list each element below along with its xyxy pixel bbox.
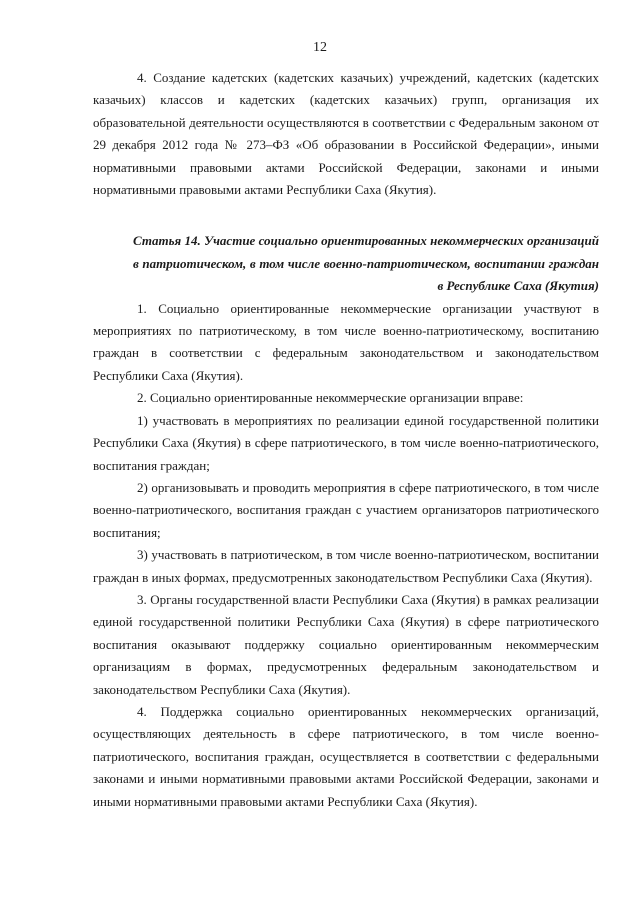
paragraph-item-4: 4. Создание кадетских (кадетских казачьих) учреждений, кадетских (кадетских казачьих) классов и кадетских (кадетских казачьих) групп, организация их образовательной деятельности осуществляются в соответствии с Федеральным законом от 29 декабря 2012 года № 273–ФЗ «Об образовании в Российской Федерации», иными нормативными правовыми актами Российской Федерации, законами и иными нормативными правовыми актами Республики Саха (Якутия). xyxy=(93,70,599,198)
article-paragraph-3: 3. Органы государственной власти Республики Саха (Якутия) в рамках реализации единой государственной политики Республики Саха (Якутия) в сфере патриотического воспитания оказывают поддержку социально ориентированным некоммерческим организациям в формах, предусмотренных федеральным законодательством и законодательством Республики Саха (Якутия). xyxy=(93,591,599,697)
article-heading: Статья 14. Участие социально ориентированных некоммерческих организаций в патриотическом, в том числе военно-патриотическом, воспитании граждан в Республике Саха (Якутия) xyxy=(133,233,599,294)
article-subitem-1: 1) участвовать в мероприятиях по реализации единой государственной политики Республики Саха (Якутия) в сфере патриотического, в том числе военно-патриотического, воспитания граждан; xyxy=(93,412,599,473)
article-paragraph-1: 1. Социально ориентированные некоммерческие организации участвуют в мероприятиях по патриотическому, в том числе военно-патриотическому, воспитанию граждан в соответствии с федеральным законодательством и законодательством Республики Саха (Якутия). xyxy=(93,300,599,383)
article-subitem-3: 3) участвовать в патриотическом, в том числе военно-патриотическом, воспитании граждан в иных формах, предусмотренных законодательством Республики Саха (Якутия). xyxy=(93,547,599,585)
article-paragraph-2: 2. Социально ориентированные некоммерческие организации вправе: xyxy=(137,390,524,406)
document-body xyxy=(93,63,599,813)
page-number: 12 xyxy=(313,40,327,55)
article-subitem-2: 2) организовывать и проводить мероприятия в сфере патриотического, в том числе военно-патриотического, воспитания граждан с участием организаторов патриотического воспитания; xyxy=(93,479,599,540)
article-paragraph-4: 4. Поддержка социально ориентированных некоммерческих организаций, осуществляющих деятельность в сфере патриотического, в том числе военно-патриотического, воспитания граждан, осуществляется в соответствии с федеральными законами и иными нормативными правовыми актами Российской Федерации, законами и иными нормативными правовыми актами Республики Саха (Якутия). xyxy=(93,703,599,809)
